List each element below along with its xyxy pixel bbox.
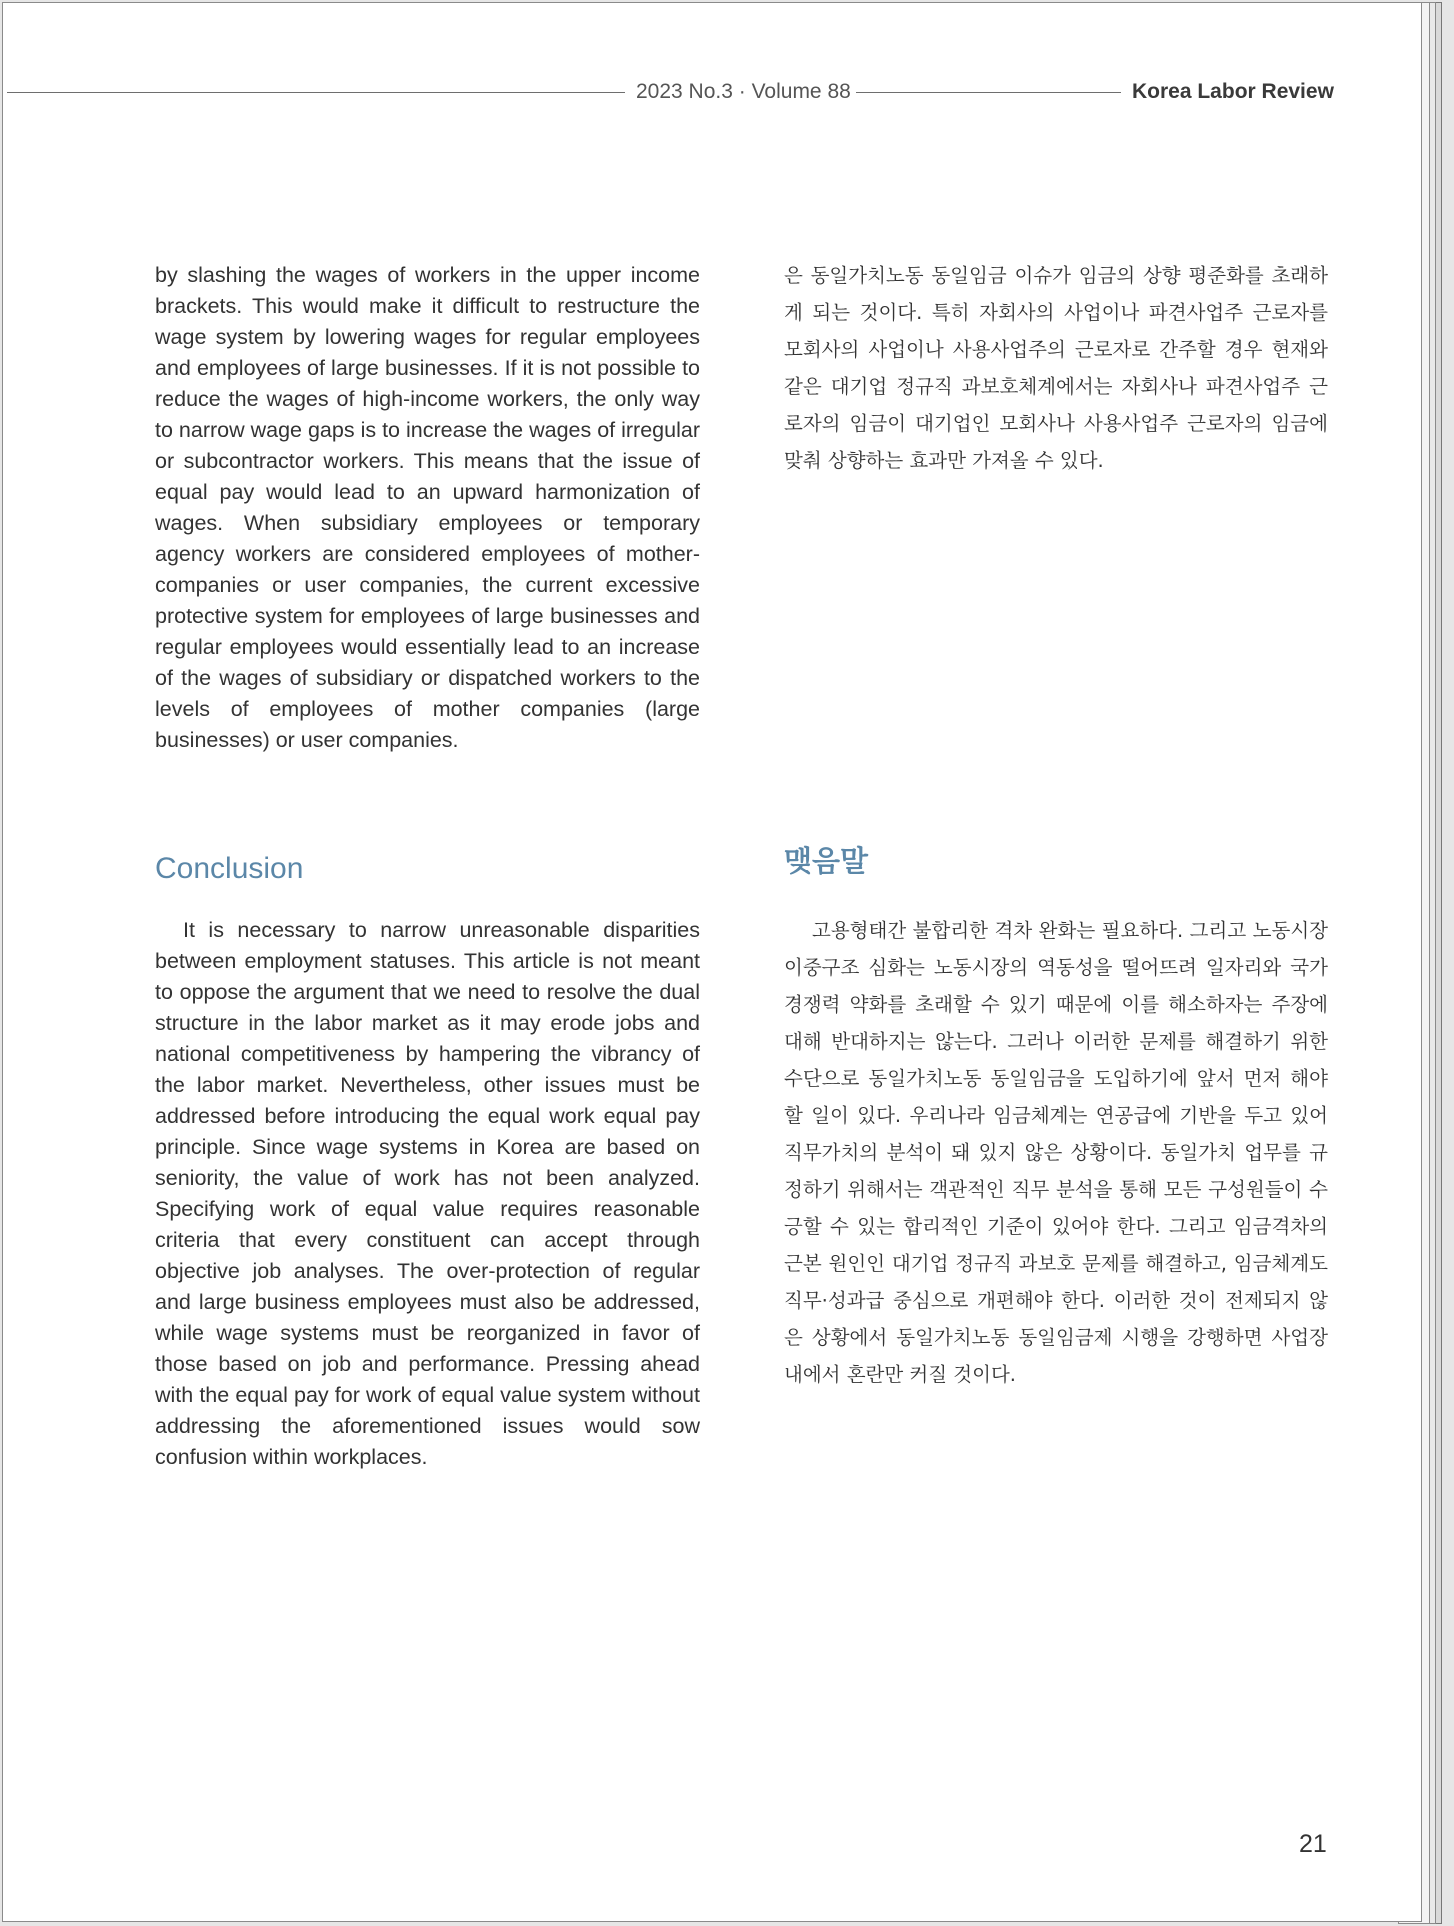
page-number: 21 <box>1299 1830 1327 1858</box>
header-rule-middle <box>856 92 1121 93</box>
korean-paragraph: 은 동일가치노동 동일임금 이슈가 임금의 상향 평준화를 초래하게 되는 것이다. 특히 자회사의 사업이나 파견사업주 근로자를 모회사의 사업이나 사용사업주의 근로자로 간주할 경우 현재와 같은 대기업 정규직 과보호체계에서는 자회사나 파견사업주 근로자의 임금이 대기업인 모회사나 사용사업주 근로자의 임금에 맞춰 상향하는 효과만 가져올 수 있다. <box>784 264 1328 472</box>
header-issue: 2023 No.3 · Volume 88 <box>636 80 851 103</box>
header-rule-left <box>7 92 625 93</box>
header-journal: Korea Labor Review <box>1132 80 1334 103</box>
korean-conclusion-heading: 맺음말 <box>784 844 869 878</box>
english-column-top <box>155 260 700 756</box>
korean-column-top <box>784 257 1328 479</box>
korean-column-bottom <box>784 912 1328 1393</box>
conclusion-heading: Conclusion <box>155 852 304 885</box>
english-column-bottom <box>155 915 700 1473</box>
english-paragraph: by slashing the wages of workers in the upper income brackets. This would make it difficult to restructure the wage system by lowering wages for regular employees and employees of large businesses. If it is not possible to reduce the wages of high-income workers, the only way to narrow wage gaps is to increase the wages of irregular or subcontractor workers. This means that the issue of equal pay would lead to an upward harmonization of wages. When subsidiary employees or temporary agency workers are considered employees of mother-companies or user companies, the current excessive protective system for employees of large businesses and regular employees would essentially lead to an increase of the wages of subsidiary or dispatched workers to the levels of employees of mother companies (large businesses) or user companies. <box>155 263 700 752</box>
english-conclusion-paragraph: It is necessary to narrow unreasonable disparities between employment statuses. This article is not meant to oppose the argument that we need to resolve the dual structure in the labor market as it may erode jobs and national competitiveness by hampering the vibrancy of the labor market. Nevertheless, other issues must be addressed before introducing the equal work equal pay principle. Since wage systems in Korea are based on seniority, the value of work has not been analyzed. Specifying work of equal value requires reasonable criteria that every constituent can accept through objective job analyses. The over-protection of regular and large business employees must also be addressed, while wage systems must be reorganized in favor of those based on job and performance. Pressing ahead with the equal pay for work of equal value system without addressing the aforementioned issues would sow confusion within workplaces. <box>155 918 700 1469</box>
document-page <box>2 2 1422 1922</box>
korean-conclusion-paragraph: 고용형태간 불합리한 격차 완화는 필요하다. 그리고 노동시장 이중구조 심화는 노동시장의 역동성을 떨어뜨려 일자리와 국가경쟁력 약화를 초래할 수 있기 때문에 이를 해소하자는 주장에 대해 반대하지는 않는다. 그러나 이러한 문제를 해결하기 위한 수단으로 동일가치노동 동일임금을 도입하기에 앞서 먼저 해야 할 일이 있다. 우리나라 임금체계는 연공급에 기반을 두고 있어 직무가치의 분석이 돼 있지 않은 상황이다. 동일가치 업무를 규정하기 위해서는 객관적인 직무 분석을 통해 모든 구성원들이 수긍할 수 있는 합리적인 기준이 있어야 한다. 그리고 임금격차의 근본 원인인 대기업 정규직 과보호 문제를 해결하고, 임금체계도 직무·성과급 중심으로 개편해야 한다. 이러한 것이 전제되지 않은 상황에서 동일가치노동 동일임금제 시행을 강행하면 사업장 내에서 혼란만 커질 것이다. <box>784 919 1328 1386</box>
